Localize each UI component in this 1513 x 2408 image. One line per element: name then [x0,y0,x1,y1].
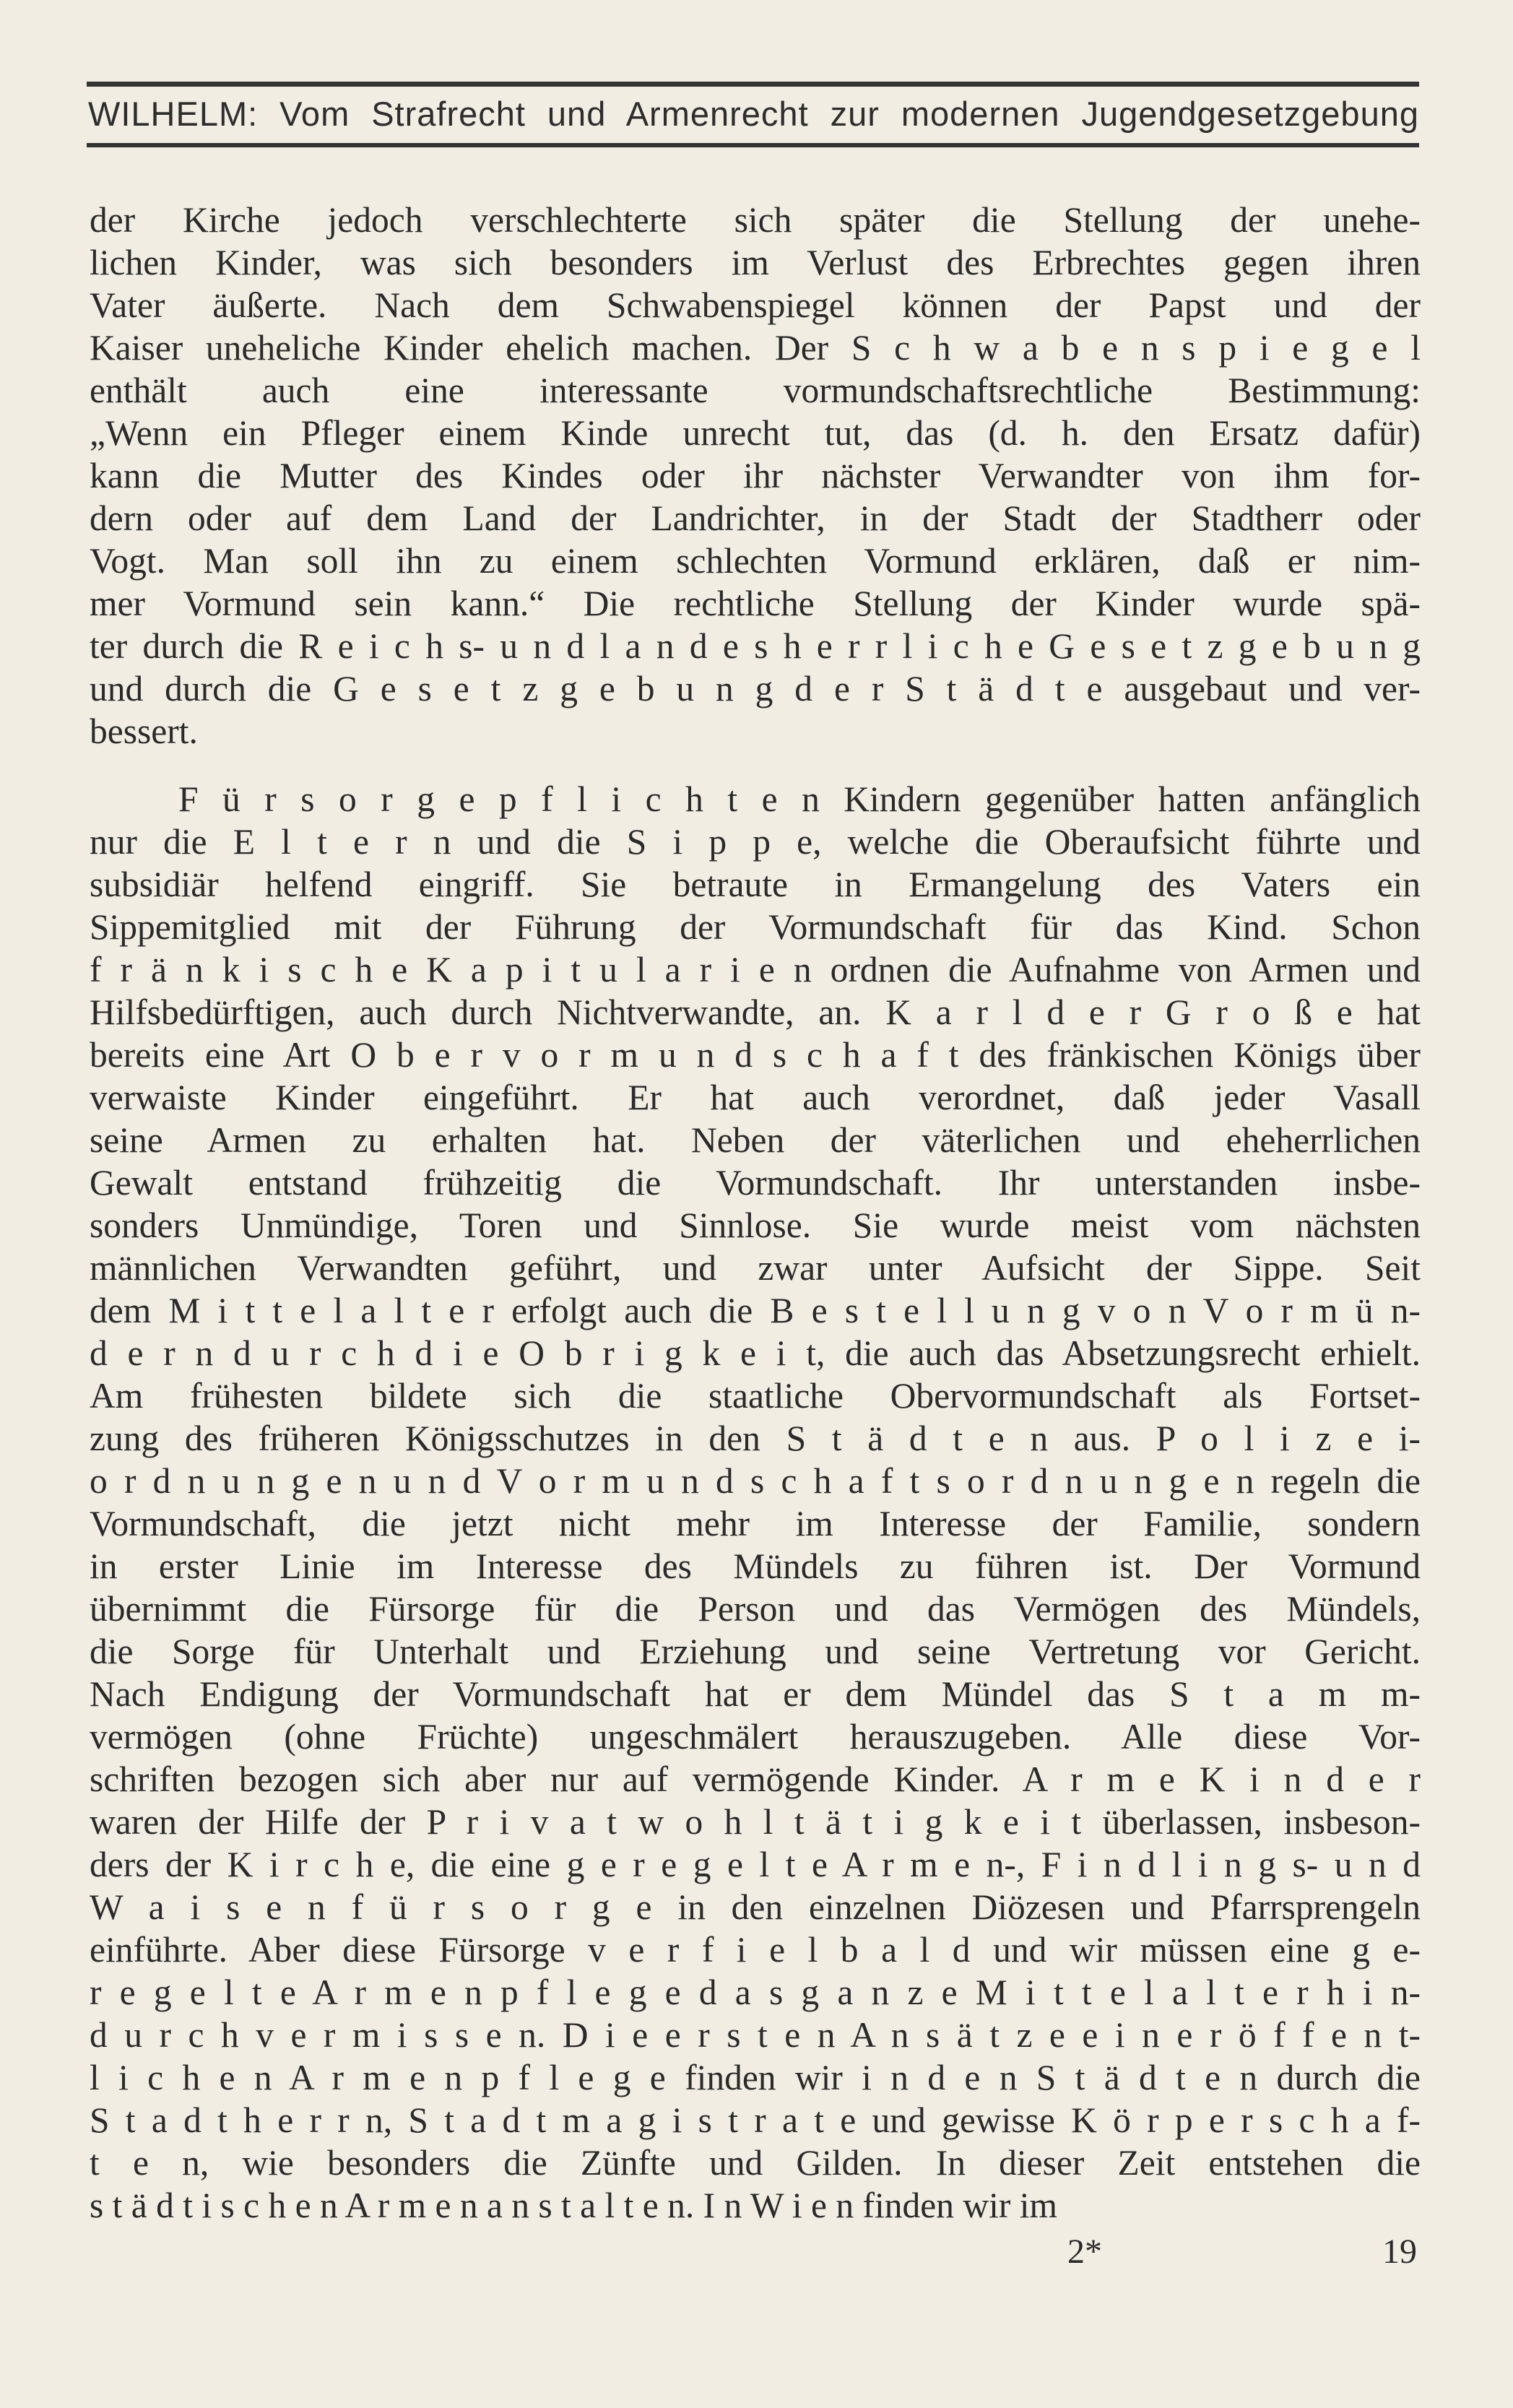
header-rule-top [87,82,1419,87]
text-line: „Wenn ein Pfleger einem Kinde unrecht tut, das (d. h. den Ersatz dafür) [90,413,1421,453]
text-line: männlichen Verwandten geführt, und zwar unter Aufsicht der Sippe. Seit [90,1248,1421,1288]
text-line: r e g e l t e A r m e n p f l e g e d a s g a n z e M i t t e l a l t e r h i n- [90,1972,1421,2012]
text-line: verwaiste Kinder eingeführt. Er hat auch verordnet, daß jeder Vasall [90,1078,1421,1117]
text-line: die Sorge für Unterhalt und Erziehung und seine Vertretung vor Gericht. [90,1632,1421,1671]
text-line: bessert. [90,711,198,751]
text-line: waren der Hilfe der P r i v a t w o h l t ä t i g k e i t überlassen, insbeson- [90,1802,1421,1842]
text-line: d e r n d u r c h d i e O b r i g k e i t, die auch das Absetzungsrecht erhielt. [90,1333,1421,1373]
text-line: subsidiär helfend eingriff. Sie betraute in Ermangelung des Vaters ein [90,865,1421,904]
text-line: zung des früheren Königsschutzes in den S t ä d t e n aus. P o l i z e i- [90,1419,1421,1458]
text-line: ders der K i r c h e, die eine g e r e g e l t e A r m e n-, F i n d l i n g s- u n d [90,1845,1421,1884]
text-line: l i c h e n A r m e n p f l e g e finden wir i n d e n S t ä d t e n durch die [90,2058,1421,2097]
paragraph-1 [90,199,1421,753]
text-line: Hilfsbedürftigen, auch durch Nichtverwandte, an. K a r l d e r G r o ß e hat [90,992,1421,1032]
text-line: dern oder auf dem Land der Landrichter, in der Stadt der Stadtherr oder [90,498,1421,538]
text-line: dem M i t t e l a l t e r erfolgt auch die B e s t e l l u n g v o n V o r m ü n- [90,1291,1421,1330]
text-line: Vormundschaft, die jetzt nicht mehr im Interesse der Familie, sondern [90,1504,1421,1543]
text-line: vermögen (ohne Früchte) ungeschmälert herauszugeben. Alle diese Vor- [90,1717,1421,1757]
text-line: d u r c h v e r m i s s e n. D i e e r s t e n A n s ä t z e e i n e r ö f f e n t- [90,2015,1421,2055]
text-line: S t a d t h e r r n, S t a d t m a g i s t r a t e und gewisse K ö r p e r s c h a f- [90,2100,1421,2140]
text-line: einführte. Aber diese Fürsorge v e r f i e l b a l d und wir müssen eine g e- [90,1930,1421,1970]
header-rule-bottom [87,143,1419,147]
text-line: und durch die G e s e t z g e b u n g d e r S t ä d t e ausgebaut und ver- [90,669,1421,709]
text-line: in erster Linie im Interesse des Mündels zu führen ist. Der Vormund [90,1546,1421,1586]
text-line: nur die E l t e r n und die S i p p e, welche die Oberaufsicht führte und [90,822,1421,862]
text-line: f r ä n k i s c h e K a p i t u l a r i e n ordnen die Aufnahme von Armen und [90,950,1421,989]
text-line: lichen Kinder, was sich besonders im Verlust des Erbrechtes gegen ihren [90,243,1421,282]
text-line: enthält auch eine interessante vormundschaftsrechtliche Bestimmung: [90,371,1421,410]
text-line: schriften bezogen sich aber nur auf vermögende Kinder. A r m e K i n d e r [90,1759,1421,1799]
text-line: Vater äußerte. Nach dem Schwabenspiegel können der Papst und der [90,285,1421,325]
text-line: bereits eine Art O b e r v o r m u n d s c h a f t des fränkischen Königs über [90,1035,1421,1075]
text-line: mer Vormund sein kann.“ Die rechtliche Stellung der Kinder wurde spä- [90,584,1421,623]
text-line: Gewalt entstand frühzeitig die Vormundschaft. Ihr unterstanden insbe- [90,1163,1421,1203]
text-line: übernimmt die Fürsorge für die Person und das Vermögen des Mündels, [90,1589,1421,1629]
paragraph-2 [90,778,1421,2227]
text-line: Sippemitglied mit der Führung der Vormundschaft für das Kind. Schon [90,907,1421,947]
text-line: ter durch die R e i c h s- u n d l a n d e s h e r r l i c h e G e s e t z g e b u n g [90,626,1421,666]
text-line: der Kirche jedoch verschlechterte sich später die Stellung der unehe- [90,200,1421,240]
text-line: o r d n u n g e n u n d V o r m u n d s c h a f t s o r d n u n g e n regeln die [90,1461,1421,1501]
text-line: Am frühesten bildete sich die staatliche Obervormundschaft als Fortset- [90,1376,1421,1416]
text-line: Nach Endigung der Vormundschaft hat er dem Mündel das S t a m m- [90,1674,1421,1714]
text-line: sonders Unmündige, Toren und Sinnlose. Sie wurde meist vom nächsten [90,1205,1421,1245]
text-line: s t ä d t i s c h e n A r m e n a n s t a l t e n. I n W i e n finden wir im [90,2186,1057,2225]
text-line: kann die Mutter des Kindes oder ihr nächster Verwandter von ihm for- [90,456,1421,495]
text-line: Vogt. Man soll ihn zu einem schlechten Vormund erklären, daß er nim- [90,541,1421,581]
signature-mark: 2* [1067,2232,1102,2271]
page-number: 19 [1382,2232,1417,2271]
running-head: WILHELM: Vom Strafrecht und Armenrecht zur modernen Jugendgesetzgebung [88,95,1419,133]
text-line: Kaiser uneheliche Kinder ehelich machen. Der S c h w a b e n s p i e g e l [90,328,1421,368]
text-line: W a i s e n f ü r s o r g e in den einzelnen Diözesen und Pfarrsprengeln [90,1887,1421,1927]
text-line: seine Armen zu erhalten hat. Neben der väterlichen und eheherrlichen [90,1120,1421,1160]
text-line: t e n, wie besonders die Zünfte und Gilden. In dieser Zeit entstehen die [90,2143,1421,2183]
text-line: F ü r s o r g e p f l i c h t e n Kindern gegenüber hatten anfänglich [178,779,1421,819]
